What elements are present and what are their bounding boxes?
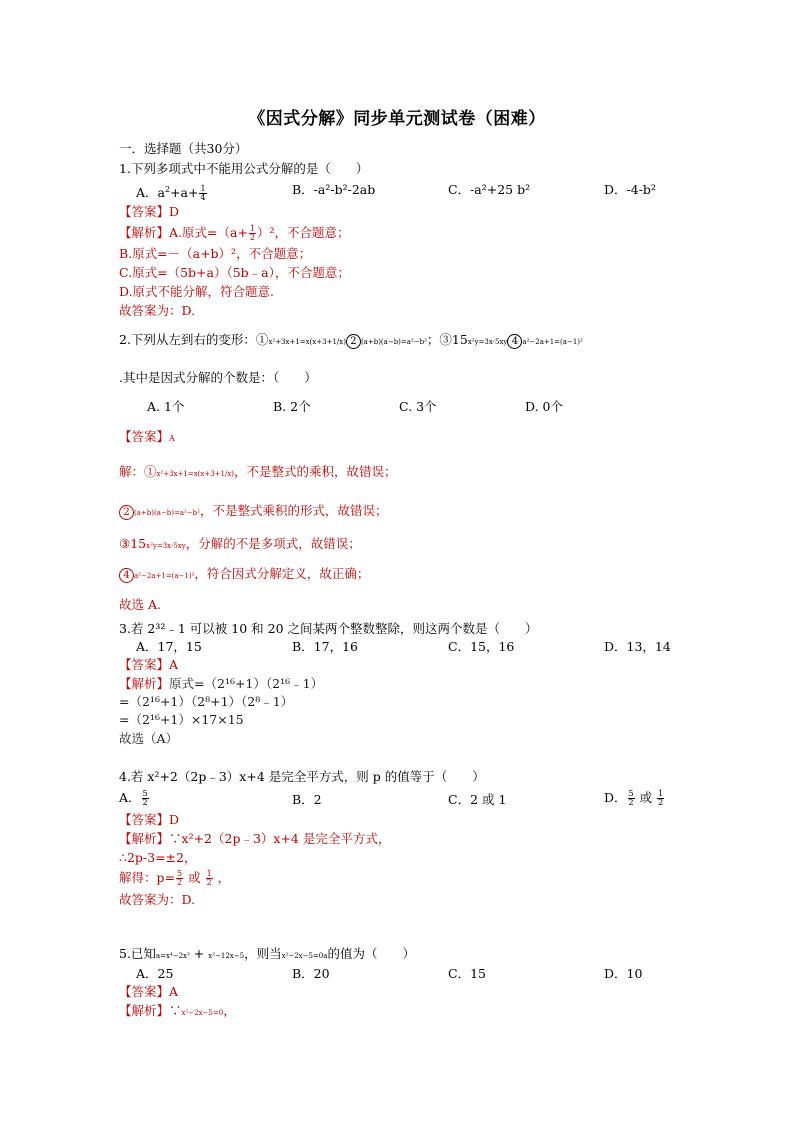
q5-option-b: B．20 bbox=[292, 966, 330, 981]
q5-formula-3: x²−2x−5=0 bbox=[281, 952, 324, 960]
q4-option-b: B．2 bbox=[292, 792, 322, 807]
section-heading: 一．选择题（共30分） bbox=[119, 141, 248, 156]
q1-explanation-1: 【解析】A.原式=（a+ $\frac{1}{2}$ ）²，不合题意； bbox=[119, 224, 350, 242]
q2-formula-1: x²+3x+1=x(x+3+1/x) bbox=[268, 338, 346, 346]
q1-explanation-4: D.原式不能分解，符合题意. bbox=[119, 284, 275, 299]
q3-conclusion: 故选（A） bbox=[119, 731, 179, 746]
q2-solution-1: 解：①x²+3x+1=x(x+3+1/x)，不是整式的乘积，故错误； bbox=[119, 464, 397, 479]
q5-answer: 【答案】A bbox=[119, 984, 179, 999]
q2-option-b: B. 2个 bbox=[273, 399, 311, 414]
q4-conclusion: 故答案为：D. bbox=[119, 892, 196, 907]
q2-formula-4: a²−2a+1=(a−1)² bbox=[522, 338, 583, 346]
q3-stem: 3.若 2³²﹣1 可以被 10 和 20 之间某两个整数整除，则这两个数是（ ） bbox=[119, 621, 538, 636]
q1-option-c: C．-a²+25 b² bbox=[448, 182, 531, 197]
q1-option-b: B．-a²-b²-2ab bbox=[292, 182, 376, 197]
q5-formula-1: a=x⁴−2x³ bbox=[155, 952, 190, 960]
q1-answer: 【答案】D bbox=[119, 204, 180, 219]
q3-explanation-1: 【解析】原式=（2¹⁶+1）（2¹⁶﹣1） bbox=[119, 676, 324, 691]
q2-conclusion: 故选 A. bbox=[119, 597, 161, 612]
q3-option-a: A．17，15 bbox=[136, 639, 202, 654]
q1-option-d: D．-4-b² bbox=[604, 182, 656, 197]
q5-option-c: C．15 bbox=[448, 966, 486, 981]
q2-answer: 【答案】A bbox=[119, 429, 175, 444]
q4-option-d: D． $\frac{5}{2}$ 或 $\frac{1}{2}$ bbox=[604, 789, 664, 807]
q4-explanation-2: ∴2p-3=±2， bbox=[119, 850, 197, 865]
q4-explanation-3: 解得：p= $\frac{5}{2}$ 或 $\frac{1}{2}$ ， bbox=[119, 869, 231, 887]
q1-stem: 1.下列多项式中不能用公式分解的是（ ） bbox=[119, 161, 369, 176]
q1-explanation-2: B.原式=－（a+b）²，不合题意； bbox=[119, 246, 312, 261]
q3-option-b: B．17，16 bbox=[292, 639, 358, 654]
q2-solution-3: ③15x²y=3x·5xy，分解的不是多项式，故错误； bbox=[119, 536, 361, 551]
q2-option-c: C. 3个 bbox=[399, 399, 437, 414]
q4-answer: 【答案】D bbox=[119, 812, 180, 827]
q3-explanation-2: =（2¹⁶+1）（2⁸+1）（2⁸﹣1） bbox=[119, 694, 294, 709]
q3-option-c: C．15，16 bbox=[448, 639, 515, 654]
q3-option-d: D．13，14 bbox=[604, 639, 671, 654]
q3-answer: 【答案】A bbox=[119, 657, 179, 672]
q5-stem: 5.已知a=x⁴−2x³ + x²−12x−5，则当x²−2x−5=0a的值为（ ） bbox=[119, 946, 415, 961]
q2-formula-3: x²y=3x·5xy bbox=[467, 338, 508, 346]
q1-option-a: A．$a^2+a+$ $\frac{1}{4}$ bbox=[136, 184, 206, 203]
q4-option-c: C．2 或 1 bbox=[448, 792, 507, 807]
q2-option-a: A. 1个 bbox=[147, 399, 185, 414]
q4-explanation-1: 【解析】∵x²+2（2p﹣3）x+4 是完全平方式， bbox=[119, 831, 391, 846]
q4-stem: 4.若 x²+2（2p﹣3）x+4 是完全平方式，则 p 的值等于（ ） bbox=[119, 769, 485, 784]
q2-stem-2: .其中是因式分解的个数是：（ ） bbox=[119, 370, 317, 385]
q1-conclusion: 故答案为：D. bbox=[119, 303, 196, 318]
page-title: 《因式分解》同步单元测试卷（困难） bbox=[248, 109, 546, 129]
q5-option-d: D．10 bbox=[604, 966, 643, 981]
q2-solution-2: 2 (a+b)(a−b)=a²−b²，不是整式乘积的形式，故错误； bbox=[119, 503, 387, 521]
q1-explanation-3: C.原式=（5b+a）（5b﹣a），不合题意； bbox=[119, 265, 350, 280]
q5-formula-2: x²−12x−5 bbox=[208, 952, 245, 960]
q5-explanation: 【解析】∵x²−2x−5=0， bbox=[119, 1003, 236, 1018]
q3-explanation-3: =（2¹⁶+1）×17×15 bbox=[119, 712, 244, 727]
q2-stem: 2.下列从左到右的变形：①x²+3x+1=x(x+3+1/x) 2 (a+b)(a−b)=a²−b²；③15x²y=3x·5xy 4 a²−2a+1=(a−1)² bbox=[119, 332, 583, 347]
q5-option-a: A．25 bbox=[136, 966, 174, 981]
q2-solution-4: 4 a²−2a+1=(a−1)²，符合因式分解定义，故正确； bbox=[119, 566, 369, 584]
q2-option-d: D. 0个 bbox=[525, 399, 563, 414]
q2-formula-2: (a+b)(a−b)=a²−b² bbox=[360, 338, 427, 346]
q4-option-a: A． $\frac{5}{2}$ bbox=[119, 789, 148, 807]
